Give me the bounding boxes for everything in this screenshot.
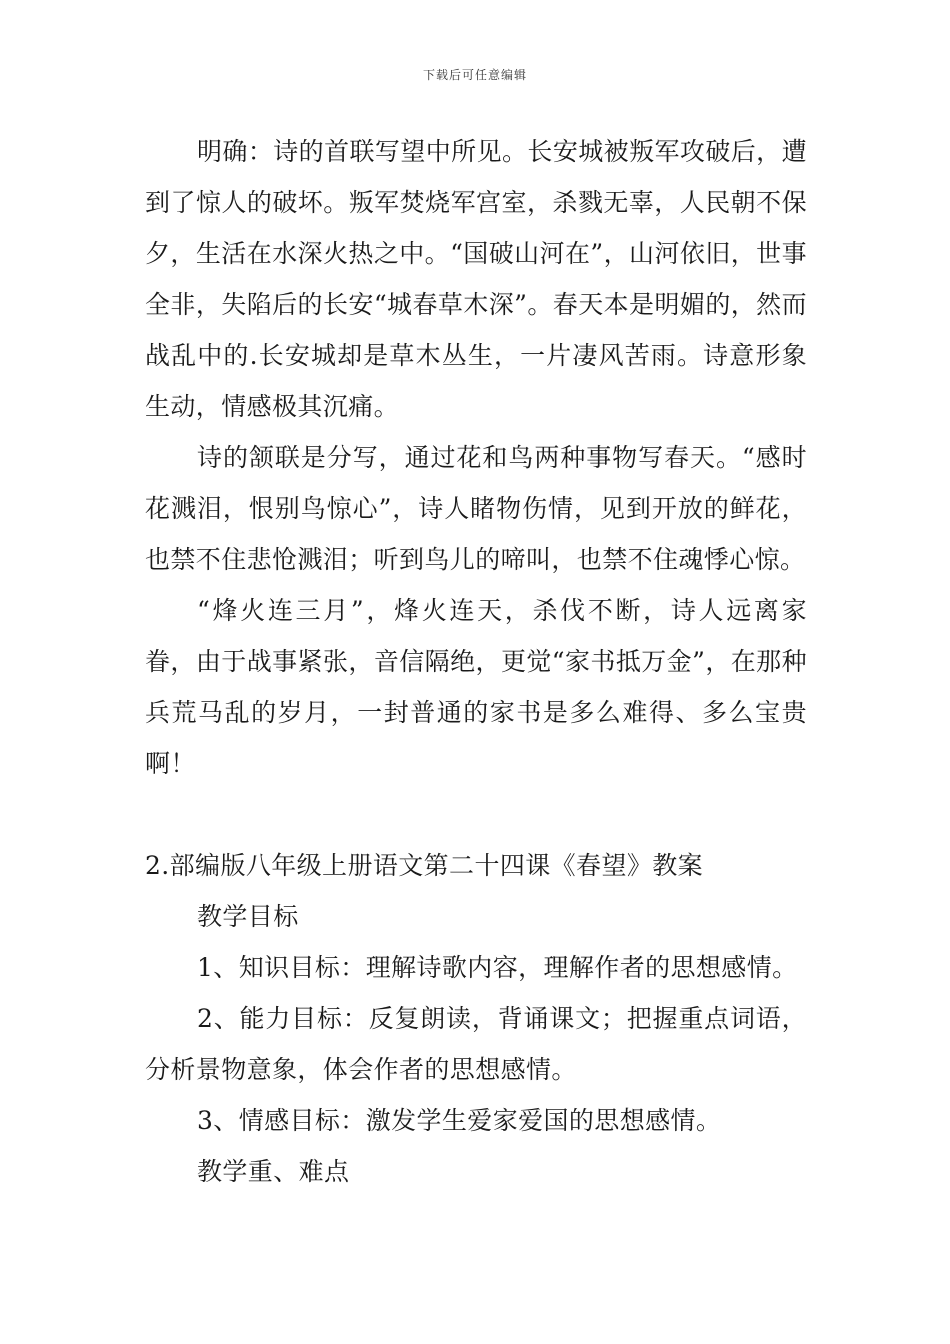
goal-knowledge: 1、知识目标：理解诗歌内容，理解作者的思想感情。	[197, 953, 798, 982]
paragraph-3: “烽火连三月”，烽火连天，杀伐不断，诗人远离家眷，由于战事紧张，音信隔绝，更觉“家书抵万金”，在那种兵荒马乱的岁月，一封普通的家书是多么难得、多么宝贵啊！	[145, 596, 807, 778]
paragraph-1: 明确：诗的首联写望中所见。长安城被叛军攻破后，遭到了惊人的破坏。叛军焚烧军宫室，杀戮无辜，人民朝不保夕，生活在水深火热之中。“国破山河在”，山河依旧，世事全非，失陷后的长安“城春草木深”。春天本是明媚的，然而战乱中的.长安城却是草木丛生，一片凄风苦雨。诗意形象生动，情感极其沉痛。	[145, 137, 807, 421]
page-header: 下载后可任意编辑	[422, 68, 527, 82]
heading-teaching-goals: 教学目标	[197, 902, 299, 931]
section-title: 2.部编版八年级上册语文第二十四课《春望》教案	[145, 851, 704, 880]
goal-emotion: 3、情感目标：激发学生爱家爱国的思想感情。	[197, 1106, 722, 1135]
goal-ability: 2、能力目标：反复朗读，背诵课文；把握重点词语，分析景物意象，体会作者的思想感情。	[145, 1004, 807, 1084]
paragraph-2: 诗的颔联是分写，通过花和鸟两种事物写春天。“感时花溅泪，恨别鸟惊心”，诗人睹物伤情，见到开放的鲜花，也禁不住悲怆溅泪；听到鸟儿的啼叫，也禁不住魂悸心惊。	[145, 443, 807, 574]
document-body	[145, 126, 807, 1197]
heading-key-difficult-points: 教学重、难点	[197, 1157, 350, 1186]
